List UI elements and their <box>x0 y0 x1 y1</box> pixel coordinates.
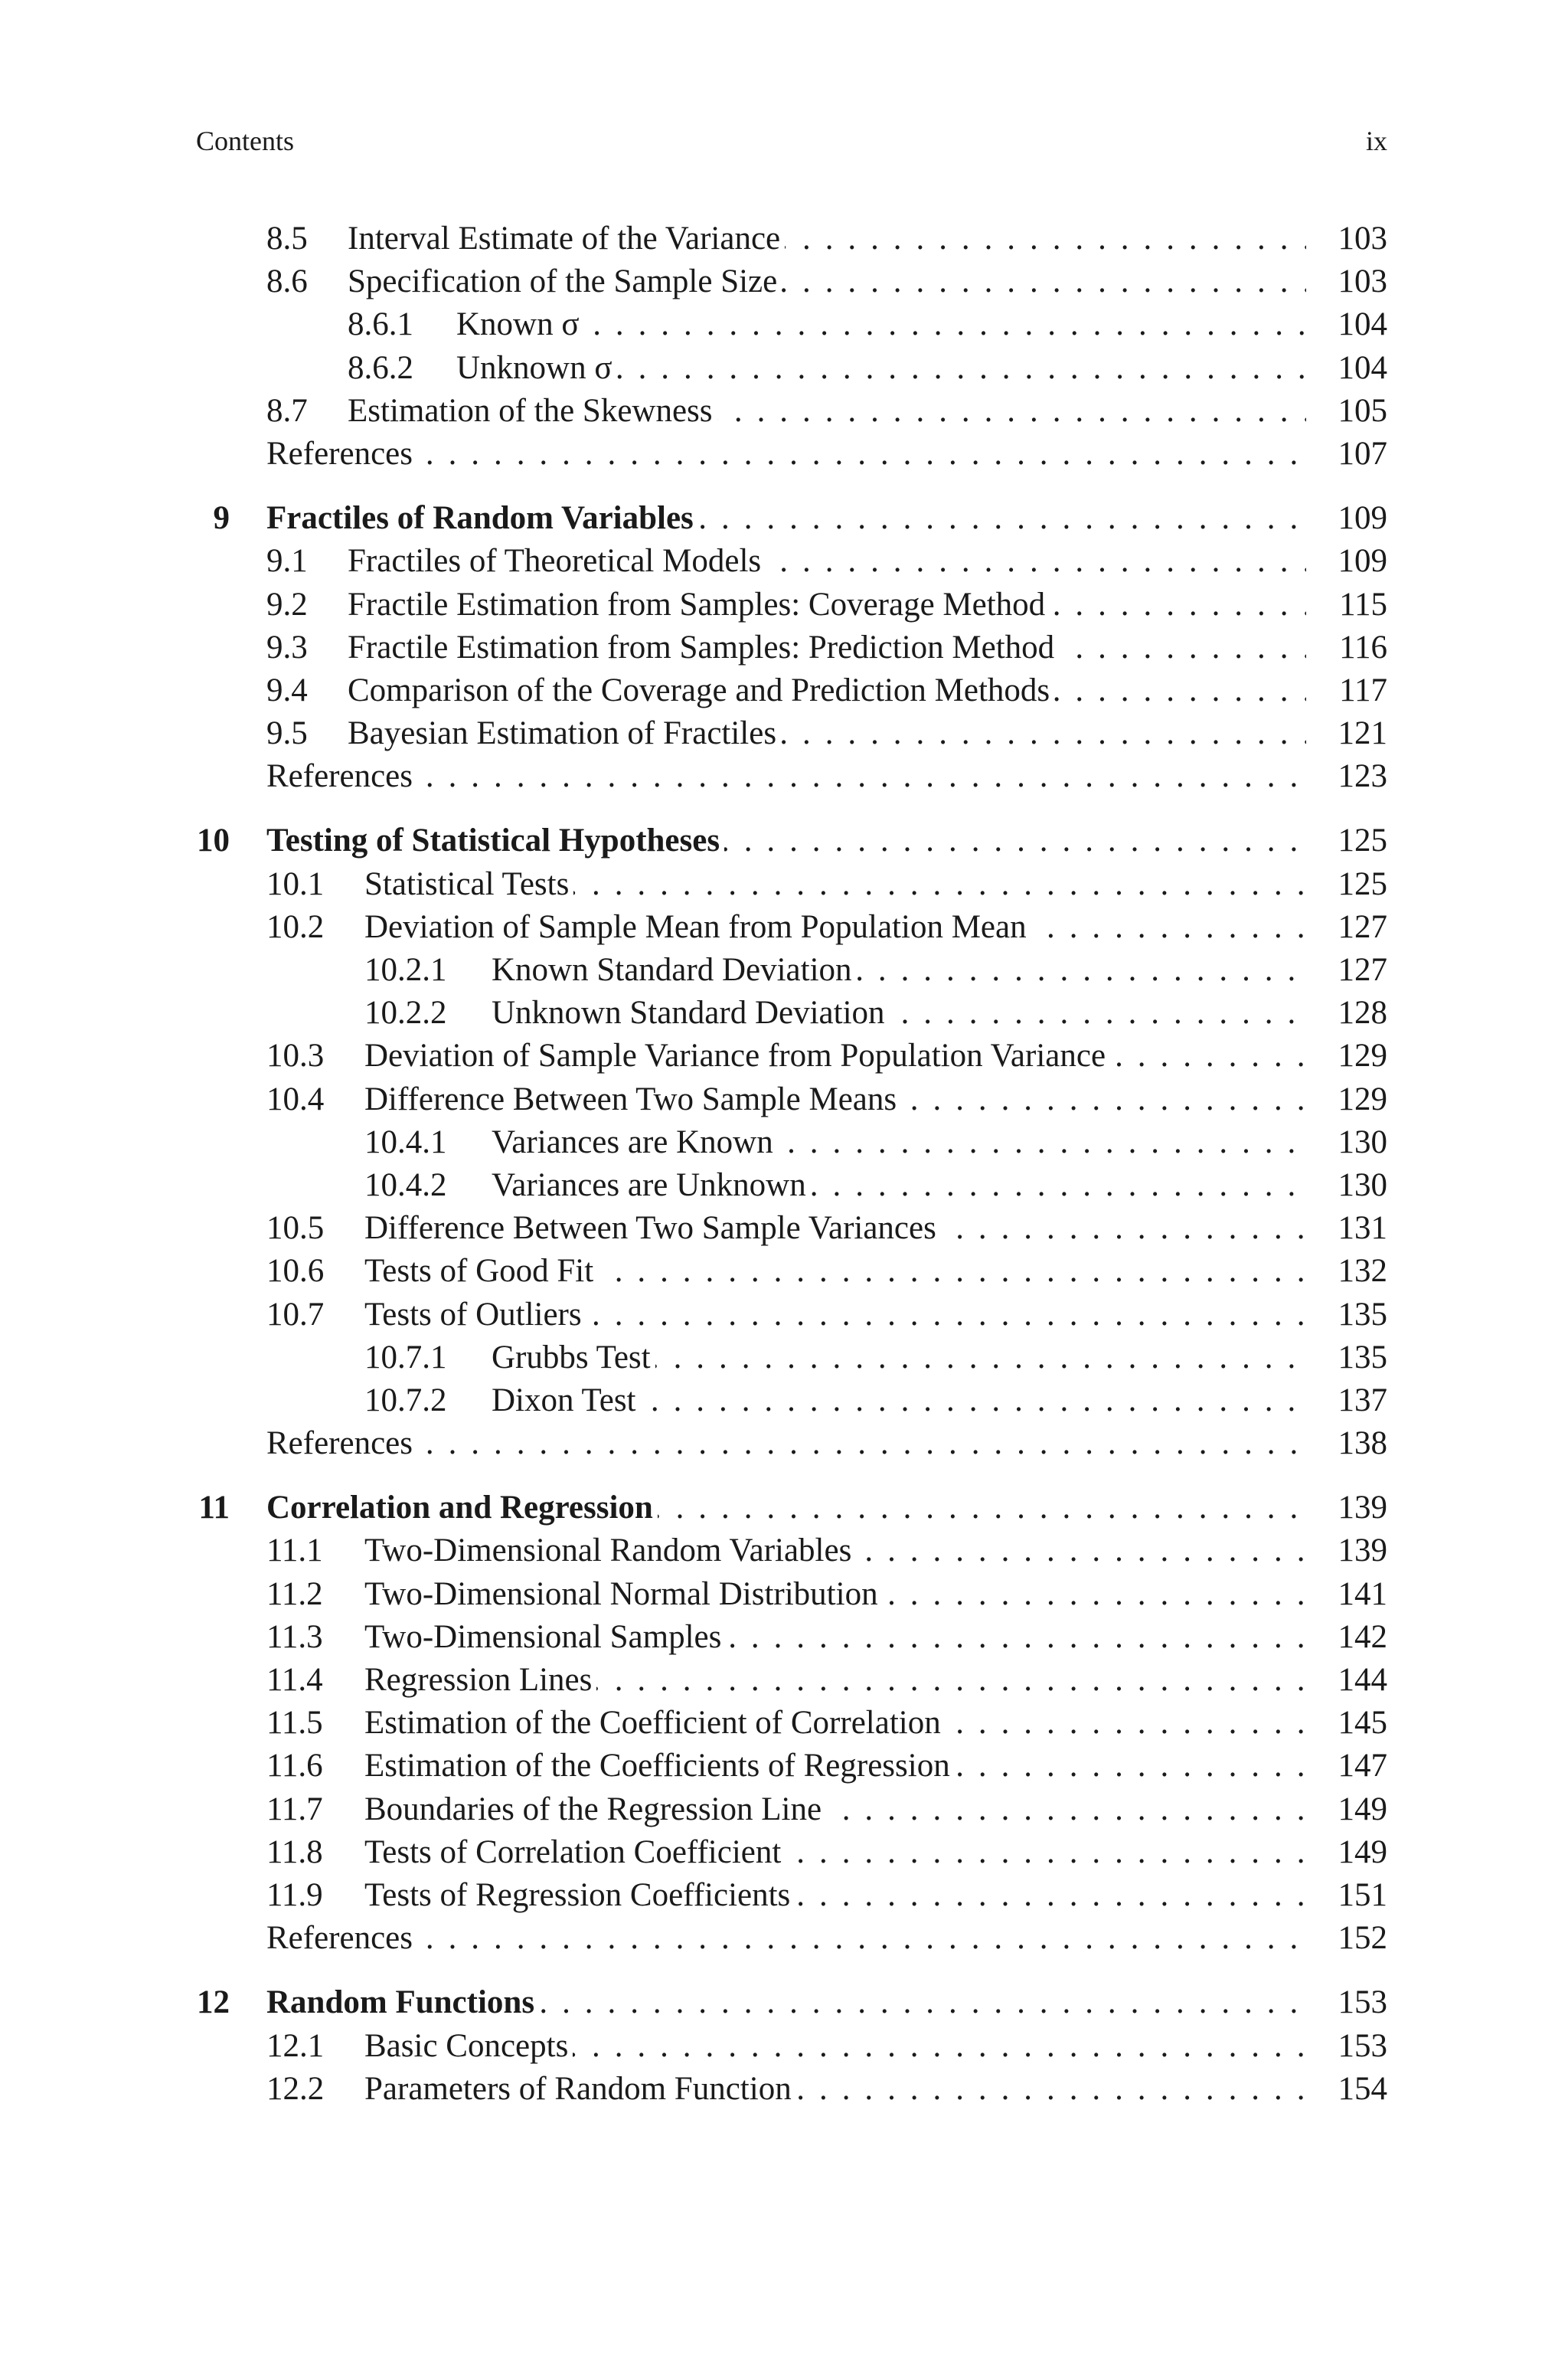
section-number: 10.2.2 <box>364 995 447 1032</box>
toc-section-entry[interactable] <box>196 1035 1387 1078</box>
toc-chapter-entry[interactable] <box>196 819 1387 862</box>
entry-page-number: 129 <box>1338 1081 1387 1117</box>
toc-chapter-entry[interactable] <box>196 1487 1387 1529</box>
toc-section-entry[interactable] <box>196 1745 1387 1788</box>
entry-title-with-leader <box>364 1702 1306 1745</box>
section-title: Tests of Regression Coefficients <box>364 1877 795 1913</box>
entry-title-with-leader <box>364 1874 1306 1917</box>
entry-page-number: 107 <box>1338 435 1387 472</box>
section-number: 9.2 <box>266 586 308 623</box>
entry-title-with-leader <box>492 1121 1306 1164</box>
toc-section-entry[interactable] <box>196 1874 1387 1917</box>
section-title: Regression Lines <box>364 1662 596 1698</box>
entry-page-number: 109 <box>1338 543 1387 580</box>
section-number: 9.4 <box>266 672 308 708</box>
running-head <box>196 123 1387 159</box>
entry-page-number: 153 <box>1338 1984 1387 2021</box>
section-title: Tests of Correlation Coefficient <box>364 1834 786 1870</box>
entry-title-with-leader <box>348 218 1306 260</box>
section-number: 10.4.1 <box>364 1124 447 1160</box>
section-number: 10.3 <box>266 1038 325 1075</box>
section-title: Known Standard Deviation <box>492 952 857 988</box>
entry-page-number: 125 <box>1338 865 1387 902</box>
section-number: 10.5 <box>266 1210 325 1247</box>
entry-title-with-leader <box>266 1981 1306 2024</box>
section-title: Two-Dimensional Normal Distribution <box>364 1576 883 1612</box>
section-number: 10.1 <box>266 865 325 902</box>
toc-section-entry[interactable] <box>196 260 1387 303</box>
chapter-number: 11 <box>198 1490 230 1526</box>
section-title: Comparison of the Coverage and Prediction Methods <box>348 672 1054 708</box>
entry-page-number: 130 <box>1338 1166 1387 1203</box>
section-number: 11.3 <box>266 1618 323 1655</box>
entry-page-number: 127 <box>1338 908 1387 945</box>
entry-title-with-leader <box>364 1831 1306 1874</box>
entry-page-number: 139 <box>1338 1490 1387 1526</box>
entry-title-with-leader <box>266 433 1306 476</box>
toc-section-entry[interactable] <box>196 863 1387 906</box>
entry-page-number: 142 <box>1338 1618 1387 1655</box>
toc-section-entry[interactable] <box>196 1078 1387 1121</box>
toc-section-entry[interactable] <box>196 390 1387 433</box>
entry-title-with-leader <box>348 626 1306 669</box>
section-title: Statistical Tests <box>364 866 573 902</box>
toc-section-entry[interactable] <box>196 1788 1387 1831</box>
entry-title-with-leader <box>364 863 1306 906</box>
toc-section-entry[interactable] <box>196 1207 1387 1250</box>
entry-page-number: 109 <box>1338 500 1387 537</box>
entry-page-number: 125 <box>1338 823 1387 859</box>
entry-page-number: 149 <box>1338 1833 1387 1870</box>
section-title: Tests of Outliers <box>364 1297 586 1333</box>
toc-section-entry[interactable] <box>196 2068 1387 2111</box>
chapter-block-10 <box>196 819 1387 1465</box>
toc-section-entry[interactable] <box>196 712 1387 755</box>
section-number: 11.4 <box>266 1662 323 1698</box>
entry-page-number: 129 <box>1338 1038 1387 1075</box>
entry-page-number: 151 <box>1338 1876 1387 1913</box>
section-title: Specification of the Sample Size <box>348 263 782 299</box>
section-number: 10.4.2 <box>364 1166 447 1203</box>
entry-title-with-leader <box>364 1745 1306 1788</box>
toc-section-entry[interactable] <box>196 669 1387 712</box>
entry-title-with-leader <box>456 347 1306 390</box>
entry-page-number: 103 <box>1338 221 1387 257</box>
entry-page-number: 127 <box>1338 952 1387 988</box>
entry-title-with-leader <box>492 992 1306 1035</box>
entry-page-number: 135 <box>1338 1296 1387 1333</box>
entry-page-number: 104 <box>1338 306 1387 343</box>
entry-title-with-leader <box>364 1035 1306 1078</box>
entry-title-with-leader <box>364 1529 1306 1572</box>
entry-title-with-leader <box>492 1336 1306 1379</box>
entry-page-number: 139 <box>1338 1532 1387 1569</box>
toc-chapter-entry[interactable] <box>196 497 1387 540</box>
entry-title-with-leader <box>348 712 1306 755</box>
section-title: Interval Estimate of the Variance <box>348 221 785 257</box>
entry-title-with-leader <box>364 906 1306 949</box>
entry-page-number: 147 <box>1338 1748 1387 1784</box>
entry-title-with-leader <box>492 1379 1306 1422</box>
toc-section-entry[interactable] <box>196 1573 1387 1616</box>
section-title: Tests of Good Fit <box>364 1253 598 1289</box>
entry-title-with-leader <box>364 2025 1306 2068</box>
entry-title-with-leader <box>348 669 1306 712</box>
entry-title-with-leader <box>456 303 1306 346</box>
section-number: 11.1 <box>266 1532 323 1569</box>
toc-section-entry[interactable] <box>196 906 1387 949</box>
section-number: 10.7.2 <box>364 1382 447 1418</box>
section-number: 10.7.1 <box>364 1339 447 1375</box>
toc-section-entry[interactable] <box>196 218 1387 260</box>
toc-section-entry[interactable] <box>196 1379 1387 1422</box>
toc-references-entry[interactable] <box>196 1422 1387 1465</box>
entry-title-with-leader <box>266 497 1306 540</box>
toc-references-entry[interactable] <box>196 433 1387 476</box>
toc-references-entry[interactable] <box>196 755 1387 798</box>
entry-page-number: 103 <box>1338 263 1387 300</box>
entry-title-with-leader <box>348 260 1306 303</box>
entry-title-with-leader <box>348 390 1306 433</box>
entry-page-number: 121 <box>1338 715 1387 752</box>
section-title: Two-Dimensional Random Variables <box>364 1532 856 1568</box>
entry-page-number: 145 <box>1338 1705 1387 1742</box>
chapter-block-continued <box>196 218 1387 476</box>
section-number: 10.4 <box>266 1081 325 1117</box>
entry-title-with-leader <box>266 1917 1306 1960</box>
section-number: 10.2 <box>266 908 325 945</box>
chapter-number: 9 <box>213 500 230 537</box>
section-title: Deviation of Sample Mean from Population Mean <box>364 909 1031 945</box>
section-number: 10.6 <box>266 1253 325 1290</box>
entry-title-with-leader <box>364 1616 1306 1659</box>
section-title: References <box>266 436 417 472</box>
toc-section-entry[interactable] <box>196 584 1387 626</box>
section-number: 11.5 <box>266 1705 323 1742</box>
entry-page-number: 116 <box>1339 629 1387 666</box>
section-title: Two-Dimensional Samples <box>364 1619 726 1655</box>
entry-title-with-leader <box>266 1422 1306 1465</box>
section-title: Estimation of the Skewness <box>348 393 717 429</box>
toc-section-entry[interactable] <box>196 1616 1387 1659</box>
entry-title-with-leader <box>364 2068 1306 2111</box>
chapter-title: Random Functions <box>266 1984 539 2020</box>
entry-page-number: 135 <box>1338 1339 1387 1375</box>
toc-section-entry[interactable] <box>196 2025 1387 2068</box>
section-title: Difference Between Two Sample Variances <box>364 1210 941 1246</box>
table-of-contents <box>196 218 1387 2132</box>
entry-title-with-leader <box>266 819 1306 862</box>
section-title: Fractiles of Theoretical Models <box>348 543 766 579</box>
section-title: Known σ <box>456 306 584 342</box>
toc-section-entry[interactable] <box>196 303 1387 346</box>
section-title: Bayesian Estimation of Fractiles <box>348 715 781 751</box>
entry-title-with-leader <box>364 1659 1306 1702</box>
section-number: 12.2 <box>266 2070 325 2107</box>
section-title: Estimation of the Coefficients of Regression <box>364 1748 955 1784</box>
section-number: 11.7 <box>266 1791 323 1827</box>
toc-section-entry[interactable] <box>196 1164 1387 1207</box>
section-title: Deviation of Sample Variance from Population Variance <box>364 1038 1110 1074</box>
chapter-title: Fractiles of Random Variables <box>266 500 698 536</box>
toc-chapter-entry[interactable] <box>196 1981 1387 2024</box>
section-number: 9.1 <box>266 543 308 580</box>
entry-page-number: 153 <box>1338 2027 1387 2064</box>
chapter-title: Correlation and Regression <box>266 1490 658 1526</box>
page-number: ix <box>1365 126 1387 156</box>
toc-section-entry[interactable] <box>196 949 1387 992</box>
entry-title-with-leader <box>266 755 1306 798</box>
toc-section-entry[interactable] <box>196 1529 1387 1572</box>
entry-title-with-leader <box>492 949 1306 992</box>
section-title: Fractile Estimation from Samples: Coverage Method <box>348 587 1050 623</box>
section-number: 12.1 <box>266 2027 325 2064</box>
toc-section-entry[interactable] <box>196 1831 1387 1874</box>
toc-section-entry[interactable] <box>196 1294 1387 1336</box>
entry-page-number: 130 <box>1338 1124 1387 1160</box>
section-title: Grubbs Test <box>492 1339 655 1375</box>
running-head-title: Contents <box>196 126 295 156</box>
toc-section-entry[interactable] <box>196 626 1387 669</box>
section-title: Estimation of the Coefficient of Correlation <box>364 1705 946 1741</box>
section-title: Unknown σ <box>456 350 617 386</box>
entry-page-number: 154 <box>1338 2070 1387 2107</box>
entry-title-with-leader <box>492 1164 1306 1207</box>
section-number: 11.2 <box>266 1575 323 1612</box>
toc-section-entry[interactable] <box>196 347 1387 390</box>
entry-page-number: 105 <box>1338 392 1387 429</box>
entry-page-number: 141 <box>1338 1575 1387 1612</box>
entry-page-number: 131 <box>1338 1210 1387 1247</box>
entry-title-with-leader <box>348 540 1306 583</box>
section-title: Variances are Known <box>492 1124 778 1160</box>
section-title: Difference Between Two Sample Means <box>364 1081 901 1117</box>
entry-page-number: 149 <box>1338 1791 1387 1827</box>
entry-title-with-leader <box>364 1294 1306 1336</box>
chapter-block-9 <box>196 497 1387 798</box>
entry-title-with-leader <box>364 1207 1306 1250</box>
entry-title-with-leader <box>364 1788 1306 1831</box>
section-number: 11.9 <box>266 1876 323 1913</box>
section-number: 8.6 <box>266 263 308 300</box>
toc-section-entry[interactable] <box>196 992 1387 1035</box>
chapter-title: Testing of Statistical Hypotheses <box>266 823 724 859</box>
toc-references-entry[interactable] <box>196 1917 1387 1960</box>
chapter-block-12 <box>196 1981 1387 2111</box>
section-title: Variances are Unknown <box>492 1167 811 1203</box>
toc-section-entry[interactable] <box>196 1659 1387 1702</box>
entry-page-number: 123 <box>1338 758 1387 795</box>
entry-page-number: 137 <box>1338 1382 1387 1418</box>
section-number: 10.2.1 <box>364 952 447 988</box>
section-title: Dixon Test <box>492 1382 641 1418</box>
toc-section-entry[interactable] <box>196 1121 1387 1164</box>
entry-page-number: 152 <box>1338 1920 1387 1957</box>
section-number: 8.6.1 <box>348 306 413 343</box>
section-title: References <box>266 1920 417 1956</box>
entry-page-number: 104 <box>1338 349 1387 386</box>
entry-page-number: 132 <box>1338 1253 1387 1290</box>
section-number: 11.6 <box>266 1748 323 1784</box>
entry-page-number: 115 <box>1339 586 1387 623</box>
section-number: 9.5 <box>266 715 308 752</box>
toc-section-entry[interactable] <box>196 1336 1387 1379</box>
entry-title-with-leader <box>364 1573 1306 1616</box>
entry-page-number: 117 <box>1339 672 1387 708</box>
entry-title-with-leader <box>266 1487 1306 1529</box>
entry-page-number: 144 <box>1338 1662 1387 1698</box>
section-number: 8.5 <box>266 221 308 257</box>
section-number: 11.8 <box>266 1833 323 1870</box>
toc-section-entry[interactable] <box>196 540 1387 583</box>
toc-section-entry[interactable] <box>196 1250 1387 1293</box>
entry-page-number: 128 <box>1338 995 1387 1032</box>
entry-title-with-leader <box>364 1250 1306 1293</box>
section-number: 10.7 <box>266 1296 325 1333</box>
chapter-block-11 <box>196 1487 1387 1960</box>
section-title: Parameters of Random Function <box>364 2071 796 2107</box>
entry-title-with-leader <box>348 584 1306 626</box>
section-number: 9.3 <box>266 629 308 666</box>
section-title: Unknown Standard Deviation <box>492 995 890 1031</box>
entry-title-with-leader <box>364 1078 1306 1121</box>
section-title: References <box>266 1425 417 1461</box>
section-number: 8.6.2 <box>348 349 413 386</box>
chapter-number: 12 <box>197 1984 230 2021</box>
entry-page-number: 138 <box>1338 1425 1387 1462</box>
section-title: Basic Concepts <box>364 2028 573 2064</box>
section-title: Fractile Estimation from Samples: Prediction Method <box>348 630 1059 666</box>
section-title: Boundaries of the Regression Line <box>364 1791 826 1827</box>
chapter-number: 10 <box>197 823 230 859</box>
section-title: References <box>266 758 417 794</box>
section-number: 8.7 <box>266 392 308 429</box>
toc-section-entry[interactable] <box>196 1702 1387 1745</box>
